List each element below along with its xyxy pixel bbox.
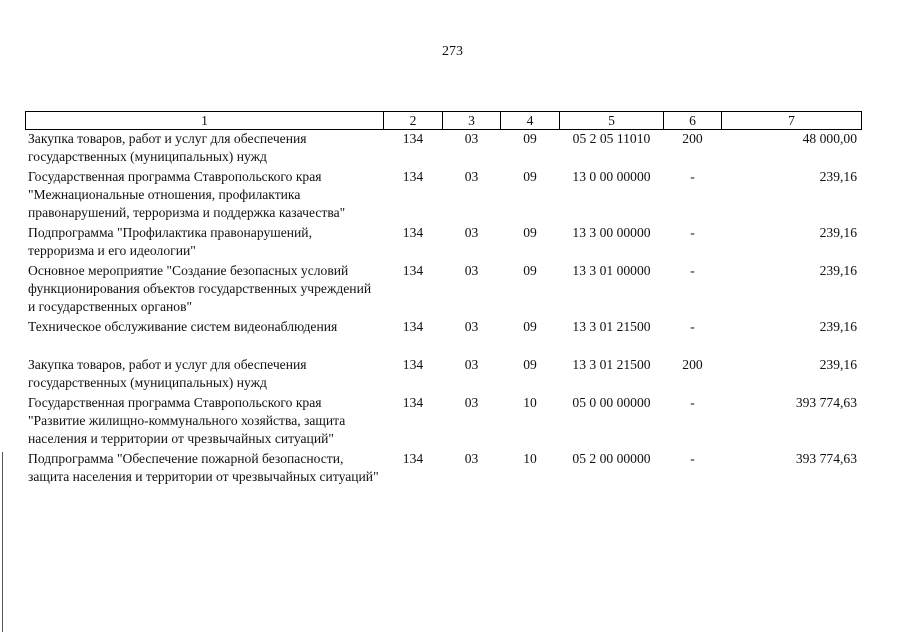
- row-col-2: 134: [402, 169, 424, 184]
- row-col-3: 03: [464, 451, 479, 466]
- row-col-5: 13 0 00 00000: [572, 169, 651, 184]
- row-col-3: 03: [464, 225, 479, 240]
- row-col-6: 200: [682, 357, 703, 372]
- row-col-4: 10: [523, 395, 537, 410]
- header-row: [26, 112, 862, 130]
- row-name: Техническое обслуживание систем видеонаблюдения: [28, 319, 338, 334]
- row-name: Подпрограмма "Обеспечение пожарной безопасности, защита населения и территории от чрезвычайных ситуаций": [28, 451, 379, 484]
- row-col-5: 13 3 01 21500: [572, 319, 651, 334]
- row-col-5: 13 3 00 00000: [572, 225, 651, 240]
- header-col-6: 6: [664, 112, 722, 130]
- row-col-4: 09: [523, 263, 537, 278]
- row-col-6: 200: [682, 131, 703, 146]
- row-name: Государственная программа Ставропольского края "Межнациональные отношения, профилактика правонарушений, терроризма и поддержка казачества": [28, 169, 346, 220]
- row-name: Закупка товаров, работ и услуг для обеспечения государственных (муниципальных) нужд: [28, 131, 307, 164]
- row-name: Закупка товаров, работ и услуг для обеспечения государственных (муниципальных) нужд: [28, 357, 307, 390]
- row-col-6: -: [690, 225, 695, 240]
- row-col-3: 03: [464, 319, 479, 334]
- row-col-3: 03: [464, 357, 479, 372]
- table-row: [26, 130, 862, 169]
- scan-edge-line: [2, 452, 3, 632]
- header-col-5: 5: [560, 112, 664, 130]
- row-col-7: 239,16: [819, 357, 857, 372]
- row-col-2: 134: [402, 263, 424, 278]
- row-col-4: 09: [523, 319, 537, 334]
- header-col-4: 4: [501, 112, 560, 130]
- table-row: [26, 224, 862, 262]
- row-col-7: 239,16: [819, 263, 857, 278]
- row-col-2: 134: [402, 451, 424, 466]
- row-col-6: -: [690, 319, 695, 334]
- row-col-4: 10: [523, 451, 537, 466]
- row-col-4: 09: [523, 357, 537, 372]
- row-col-3: 03: [464, 169, 479, 184]
- row-col-4: 09: [523, 131, 537, 146]
- row-col-2: 134: [402, 225, 424, 240]
- row-col-2: 134: [402, 131, 424, 146]
- page-number: 273: [442, 44, 463, 59]
- header-col-2: 2: [384, 112, 443, 130]
- row-name: Государственная программа Ставропольского края "Развитие жилищно-коммунального хозяйства, защита населения и территории от чрезвычайных ситуаций": [28, 395, 346, 446]
- row-name: Основное мероприятие "Создание безопасных условий функционирования объектов государственных учреждений и государственных органов": [28, 263, 372, 314]
- table-row: [26, 394, 862, 450]
- row-col-3: 03: [464, 263, 479, 278]
- table-row: [26, 318, 862, 356]
- table-row: [26, 356, 862, 394]
- row-col-2: 134: [402, 319, 424, 334]
- row-col-5: 05 2 05 11010: [572, 131, 651, 146]
- row-col-7: 393 774,63: [795, 451, 857, 466]
- row-col-6: -: [690, 395, 695, 410]
- row-col-7: 393 774,63: [795, 395, 857, 410]
- table-row: [26, 450, 862, 488]
- row-col-6: -: [690, 169, 695, 184]
- row-col-4: 09: [523, 225, 537, 240]
- row-col-5: 05 2 00 00000: [572, 451, 651, 466]
- row-col-4: 09: [523, 169, 537, 184]
- row-name: Подпрограмма "Профилактика правонарушений, терроризма и его идеологии": [28, 225, 312, 258]
- header-col-3: 3: [443, 112, 501, 130]
- row-col-3: 03: [464, 131, 479, 146]
- row-col-7: 239,16: [819, 319, 857, 334]
- table-row: [26, 262, 862, 318]
- row-col-6: -: [690, 451, 695, 466]
- row-col-3: 03: [464, 395, 479, 410]
- row-col-5: 13 3 01 00000: [572, 263, 651, 278]
- table-row: [26, 168, 862, 224]
- header-col-1: 1: [26, 112, 384, 130]
- header-col-7: 7: [722, 112, 862, 130]
- row-col-2: 134: [402, 395, 424, 410]
- budget-table: [25, 111, 862, 488]
- row-col-7: 239,16: [819, 169, 857, 184]
- row-col-6: -: [690, 263, 695, 278]
- row-col-5: 13 3 01 21500: [572, 357, 651, 372]
- row-col-5: 05 0 00 00000: [572, 395, 651, 410]
- row-col-2: 134: [402, 357, 424, 372]
- row-col-7: 48 000,00: [802, 131, 857, 146]
- row-col-7: 239,16: [819, 225, 857, 240]
